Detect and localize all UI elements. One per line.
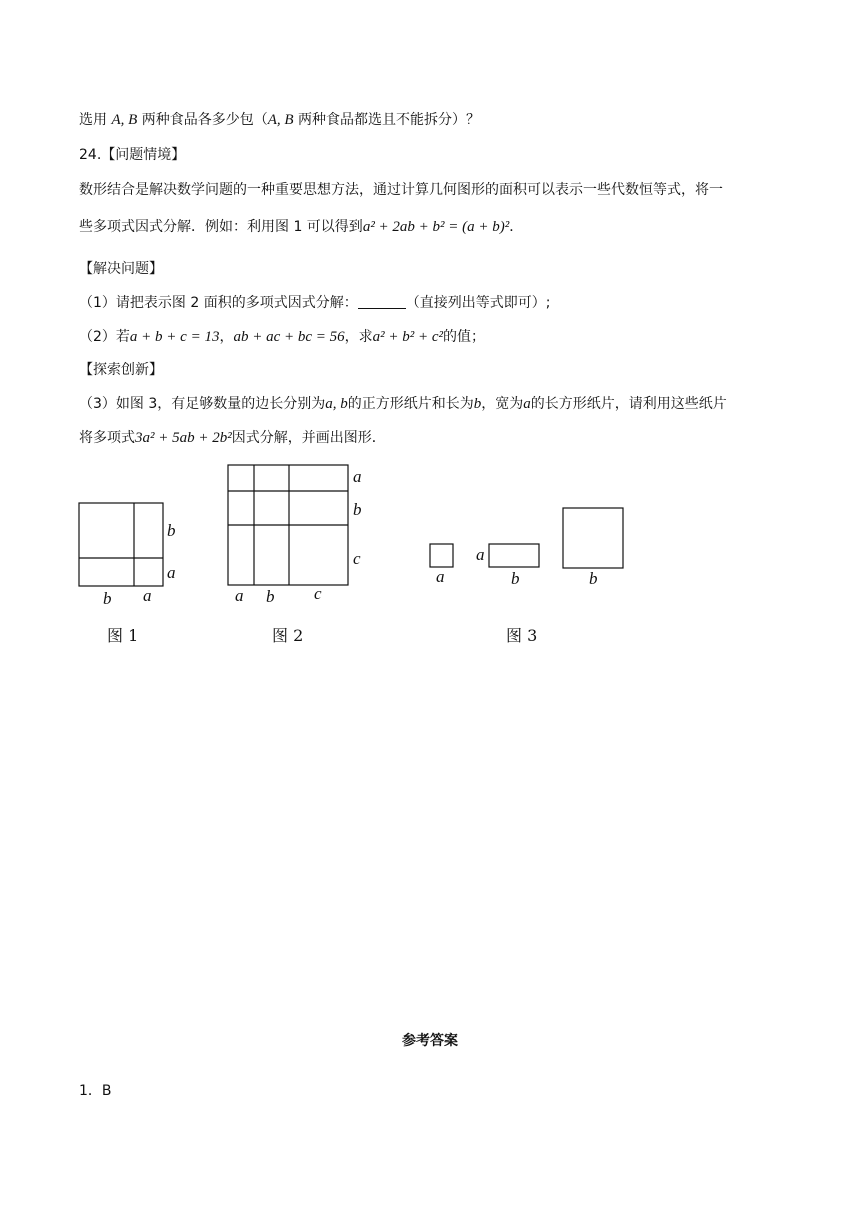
answer-item-1: 1．B: [79, 1083, 112, 1099]
section-solve-heading: 【解决问题】: [79, 261, 163, 277]
q24-heading: 24.【问题情境】: [79, 147, 186, 163]
fig1-outer-square: [79, 503, 163, 586]
fig1-label-bottom-right: a: [143, 586, 152, 605]
fig3-label-small-square: a: [436, 567, 445, 586]
fig1-label-right-top: b: [167, 521, 176, 540]
fig3-label-big-square: b: [589, 569, 598, 588]
q24-part3-line1: （3）如图 3，有足够数量的边长分别为a, b的正方形纸片和长为b，宽为a的长方形纸片，请利用这些纸片: [79, 396, 727, 412]
fig1-caption: 图 1: [107, 626, 139, 645]
answers-title: 参考答案: [402, 1033, 458, 1049]
fig2-label-bottom-left: a: [235, 586, 244, 605]
q24-part2: （2）若a + b + c = 13，ab + ac + bc = 56，求a² + b² + c²的值；: [79, 329, 486, 345]
fig3-label-rect-bottom: b: [511, 569, 520, 588]
fig1-label-right-bottom: a: [167, 563, 176, 582]
fig2-label-right-top: a: [353, 467, 362, 486]
fig1-label-bottom-left: b: [103, 589, 112, 608]
fig3-small-square: [430, 544, 453, 567]
identity-formula: a² + 2ab + b² = (a + b)²: [362, 219, 510, 235]
q23-tail-line: 选用 A, B 两种食品各多少包（A, B 两种食品都选且不能拆分）？: [79, 112, 481, 128]
q24-part1: （1）请把表示图 2 面积的多项式因式分解： （直接列出等式即可）;: [79, 295, 551, 311]
fig3-label-rect-side: a: [476, 545, 485, 564]
figure-1-diagram: [79, 503, 163, 586]
fig3-large-square: [563, 508, 623, 568]
fig3-rectangle: [489, 544, 539, 567]
fig2-label-bottom-mid: b: [266, 587, 275, 606]
figure-3-diagram: [430, 508, 623, 568]
answer-blank: [358, 294, 406, 309]
fig3-caption: 图 3: [506, 626, 538, 645]
q24-intro-line2: 些多项式因式分解．例如：利用图 1 可以得到a² + 2ab + b² = (a + b)²．: [79, 219, 524, 235]
fig2-label-bottom-right: c: [314, 584, 322, 603]
section-explore-heading: 【探索创新】: [79, 362, 163, 378]
q24-intro-line1: 数形结合是解决数学问题的一种重要思想方法，通过计算几何图形的面积可以表示一些代数恒等式，将一: [79, 182, 723, 198]
q24-part3-line2: 将多项式3a² + 5ab + 2b²因式分解，并画出图形．: [79, 430, 386, 446]
fig2-label-right-mid: b: [353, 500, 362, 519]
fig2-caption: 图 2: [272, 626, 304, 645]
fig2-label-right-bottom: c: [353, 549, 361, 568]
figure-2-diagram: [228, 465, 348, 585]
